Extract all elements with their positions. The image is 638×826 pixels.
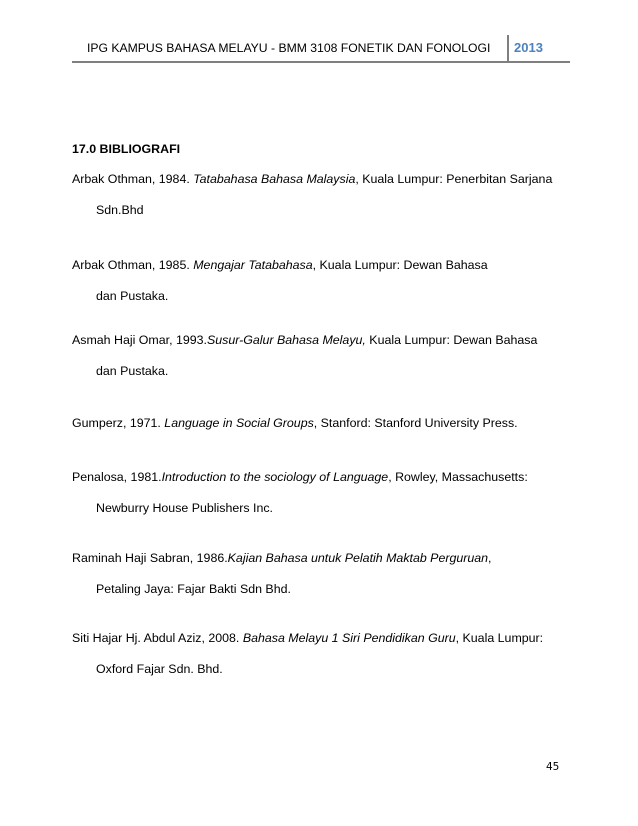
header-separator (507, 35, 509, 63)
entry-line-1 (72, 416, 518, 430)
page-header (72, 35, 570, 63)
entry-line-2: Oxford Fajar Sdn. Bhd. (96, 662, 223, 676)
entry-title: Introduction to the sociology of Language (161, 470, 389, 484)
entry-line-2: Petaling Jaya: Fajar Bakti Sdn Bhd. (96, 582, 291, 596)
entry-author-year: Raminah Haji Sabran, 1986. (72, 551, 228, 565)
bibliography-entry (72, 172, 552, 217)
header-rule (72, 61, 570, 63)
bibliography-entry (72, 631, 543, 676)
entry-title: Kajian Bahasa untuk Pelatih Maktab Perguruan (227, 551, 489, 565)
entry-author-year: Gumperz, 1971. (72, 416, 165, 430)
entry-publisher: , Kuala Lumpur: (455, 631, 544, 645)
entry-line-1 (72, 631, 543, 645)
entry-author-year: Arbak Othman, 1984. (72, 172, 194, 186)
entry-line-2: dan Pustaka. (96, 364, 169, 378)
entry-line-1 (72, 333, 537, 347)
bibliography-entry (72, 551, 492, 596)
entry-publisher: , (488, 551, 492, 565)
entry-line-2: dan Pustaka. (96, 289, 169, 303)
entry-publisher: , Kuala Lumpur: Penerbitan Sarjana (355, 172, 553, 186)
bibliography-entry (72, 333, 537, 378)
entry-author-year: Penalosa, 1981. (72, 470, 162, 484)
bibliography-entry (72, 470, 528, 515)
entry-author-year: Arbak Othman, 1985. (72, 258, 194, 272)
bibliography-entry (72, 258, 488, 303)
entry-title: Mengajar Tatabahasa (193, 258, 313, 272)
entry-publisher: , Kuala Lumpur: Dewan Bahasa (312, 258, 488, 272)
page-number: 45 (546, 761, 560, 773)
entry-line-1 (72, 470, 528, 484)
entry-author-year: Asmah Haji Omar, 1993. (72, 333, 207, 347)
entry-line-1 (72, 258, 488, 272)
entry-line-1 (72, 172, 552, 186)
entry-publisher: , Rowley, Massachusetts: (388, 470, 528, 484)
section-heading: 17.0 BIBLIOGRAFI (72, 142, 181, 156)
entry-title: Language in Social Groups (164, 416, 314, 430)
entry-publisher: Kuala Lumpur: Dewan Bahasa (365, 333, 538, 347)
entry-title: Tatabahasa Bahasa Malaysia (193, 172, 356, 186)
entry-publisher: , Stanford: Stanford University Press. (313, 416, 518, 430)
header-title: IPG KAMPUS BAHASA MELAYU - BMM 3108 FONETIK DAN FONOLOGI (87, 41, 491, 55)
entry-line-2: Newburry House Publishers Inc. (96, 501, 273, 515)
entry-title: Susur-Galur Bahasa Melayu, (206, 333, 366, 347)
entry-title: Bahasa Melayu 1 Siri Pendidikan Guru (242, 631, 456, 645)
entry-line-2: Sdn.Bhd (96, 203, 144, 217)
entry-line-1 (72, 551, 492, 565)
entry-author-year: Siti Hajar Hj. Abdul Aziz, 2008. (72, 631, 243, 645)
header-year: 2013 (514, 40, 543, 55)
bibliography-entry (72, 416, 518, 430)
